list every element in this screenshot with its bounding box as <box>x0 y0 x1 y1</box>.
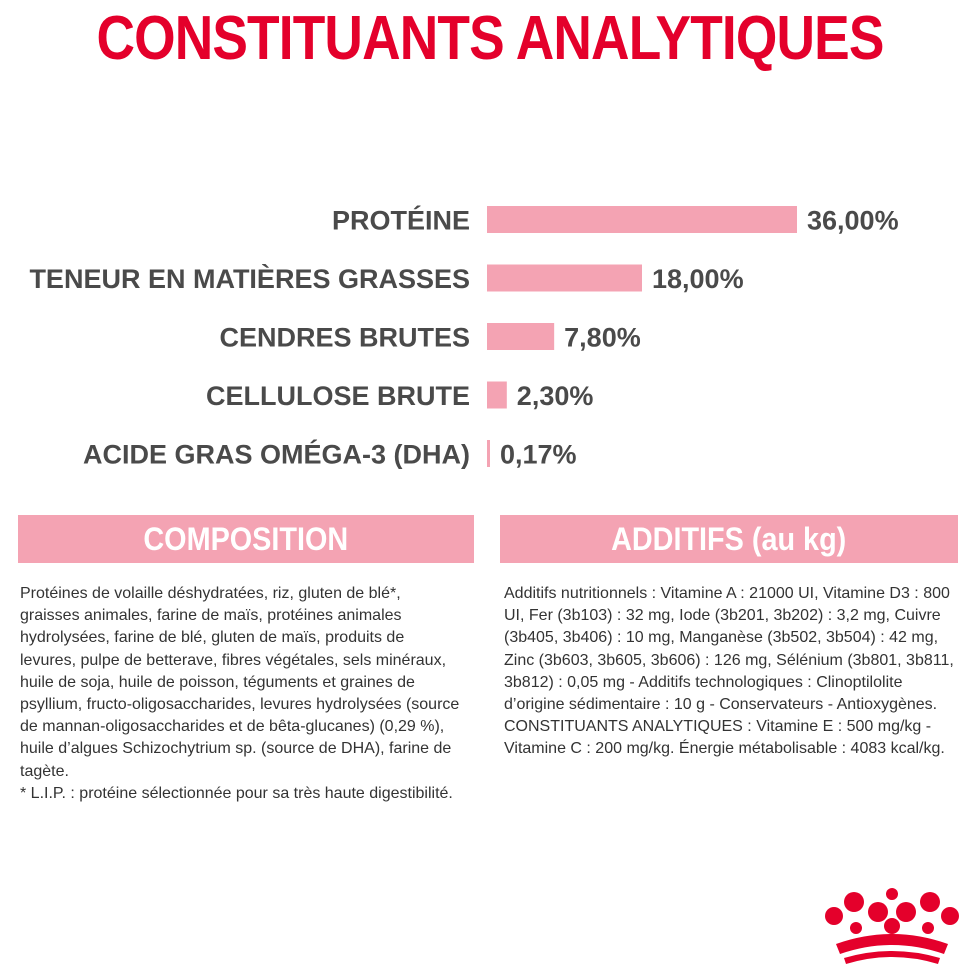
crown-dot <box>920 892 940 912</box>
composition-ingredients: Protéines de volaille déshydratées, riz, gluten de blé*, graisses animales, farine de maïs, protéines animales hydrolysées, farine de blé, gluten de maïs, produits de levures, pulpe de betterave, fibres végétales, sels minéraux, huile de soja, huile de poisson, téguments et graines de psyllium, fructo-oligosaccharides, levures hydrolysées (source de mannan-oligosaccharides et de bêta-glucanes) (0,29 %), huile d’algues Schizochytrium sp. (source de DHA), farine de tagète. <box>20 585 460 780</box>
value-label: 36,00% <box>807 205 899 236</box>
composition-footnote: * L.I.P. : protéine sélectionnée pour sa très haute digestibilité. <box>20 784 453 802</box>
crown-dot <box>941 907 959 925</box>
category-label: CELLULOSE BRUTE <box>205 381 470 411</box>
bar <box>487 265 642 292</box>
bar <box>487 440 490 467</box>
crown-base <box>844 951 940 964</box>
category-label: ACIDE GRAS OMÉGA-3 (DHA) <box>82 439 470 470</box>
category-label: PROTÉINE <box>331 205 470 236</box>
value-label: 18,00% <box>652 264 744 294</box>
nutrient-bar-chart <box>0 180 980 480</box>
crown-dot <box>868 902 888 922</box>
page-title: CONSTITUANTS ANALYTIQUES <box>96 4 884 73</box>
crown-dot <box>825 907 843 925</box>
bar <box>487 323 554 350</box>
crown-dot <box>886 888 898 900</box>
value-label: 2,30% <box>516 381 594 411</box>
crown-dot <box>844 892 864 912</box>
value-label: 0,17% <box>500 439 577 470</box>
composition-text-block <box>20 583 460 805</box>
crown-dot <box>896 902 916 922</box>
crown-icon <box>822 888 962 968</box>
composition-header-label: COMPOSITION <box>143 521 349 557</box>
additives-text-block <box>504 583 960 761</box>
crown-dot <box>922 922 934 934</box>
category-label: CENDRES BRUTES <box>219 322 470 353</box>
crown-dot <box>884 918 900 934</box>
additives-list: Additifs nutritionnels : Vitamine A : 21000 UI, Vitamine D3 : 800 UI, Fer (3b103) : 32 mg, Iode (3b201, 3b202) : 3,2 mg, Cuivre (3b405, 3b406) : 10 mg, Manganèse (3b502, 3b504) : 42 mg, Zinc (3b603, 3b605, 3b606) : 126 mg, Sélénium (3b801, 3b811, 3b812) : 0,05 mg - Additifs technologiques : Clinoptilolite d’origine sédimentaire : 10 g - Conservateurs - Antioxygènes. CONSTITUANTS ANALYTIQUES : Vitamine E : 500 mg/kg - Vitamine C : 200 mg/kg. Énergie métabolisable : 4083 kcal/kg. <box>504 585 954 758</box>
additives-header <box>500 515 958 563</box>
composition-header <box>18 515 474 563</box>
bar <box>487 206 797 233</box>
category-label: TENEUR EN MATIÈRES GRASSES <box>29 264 470 294</box>
bar <box>487 382 507 409</box>
crown-dot <box>850 922 862 934</box>
additives-header-label: ADDITIFS (au kg) <box>611 521 847 557</box>
value-label: 7,80% <box>564 322 641 353</box>
